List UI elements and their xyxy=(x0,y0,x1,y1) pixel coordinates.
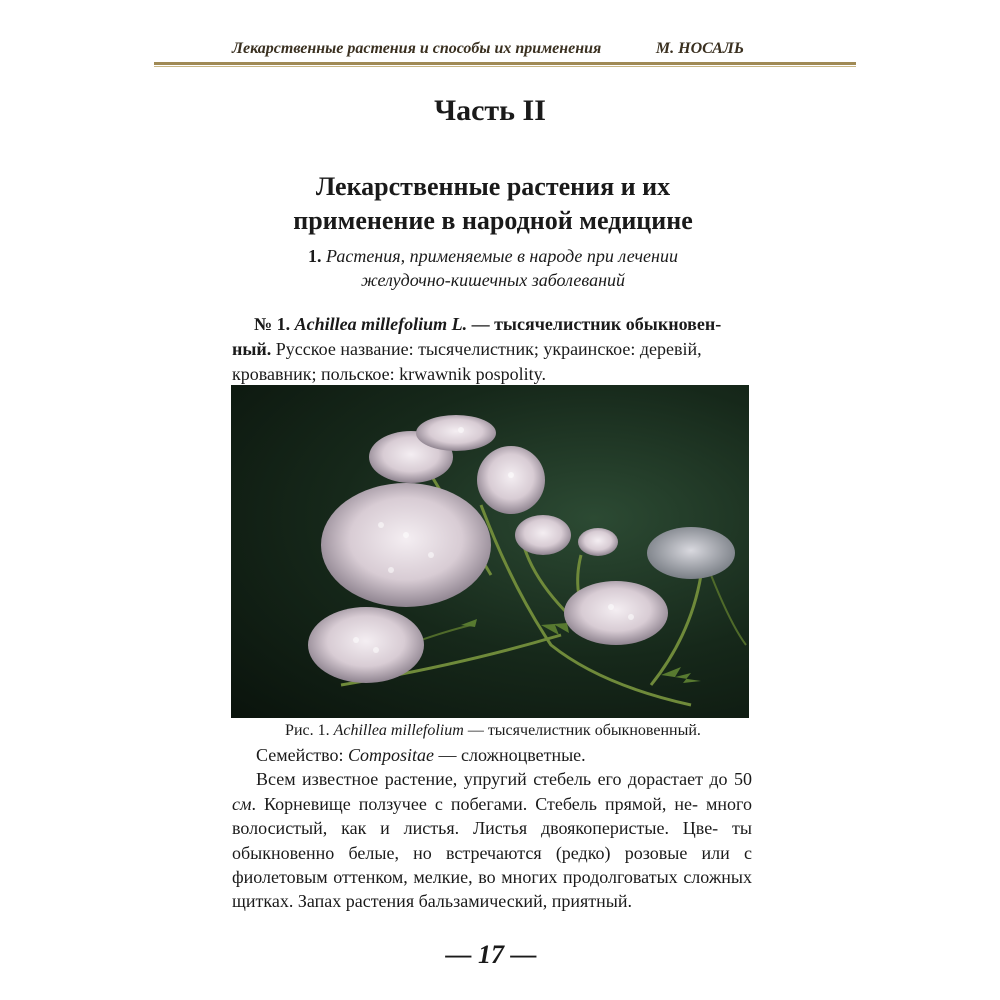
description-line-5: с фиолетовым оттенком, мелкие, во многих продолговатых xyxy=(232,842,752,888)
page-number: — 17 — xyxy=(445,940,537,969)
section-heading xyxy=(0,244,986,292)
part-title: Часть II xyxy=(434,94,546,127)
running-header-title: Лекарственные растения и способы их применения xyxy=(232,40,602,57)
caption-prefix: Рис. 1. xyxy=(285,722,330,739)
description-line-2: . Корневище ползучее с побегами. Стебель прямой, не- xyxy=(251,793,699,814)
family-line xyxy=(232,743,752,767)
chapter-title-line-2: применение в народной медицине xyxy=(293,206,693,235)
figure-caption xyxy=(0,722,986,740)
description-height-unit: см xyxy=(232,793,252,814)
family-label: Семейство: xyxy=(256,745,344,765)
header-rule-thin xyxy=(154,66,856,67)
entry-names-line-2: кровавник; польское: krwawnik pospolity. xyxy=(232,364,546,384)
description-height-value: 50 xyxy=(734,769,752,790)
entry-latin-name: Achillea millefolium L. xyxy=(294,314,468,334)
caption-latin: Achillea millefolium xyxy=(333,722,464,739)
chapter-title-line-1: Лекарственные растения и их xyxy=(315,172,671,201)
entry-number: № 1. xyxy=(254,314,291,334)
section-heading-line-1: Растения, применяемые в народе при лечении xyxy=(326,246,678,266)
description-line-1: Всем известное растение, упругий стебель его дорастает до xyxy=(256,769,728,790)
caption-rest: — тысячелистник обыкновенный. xyxy=(467,722,701,739)
family-rest: — сложноцветные. xyxy=(438,745,586,765)
description-line-3: много волосистый, как и листья. Листья двоякоперистые. Цве- xyxy=(232,793,752,839)
entry-names-line-1: Русское название: тысячелистник; украинское: деревій, xyxy=(275,339,702,359)
body-text xyxy=(232,743,752,914)
running-header-author: М. НОСАЛЬ xyxy=(655,40,744,57)
entry-common-name-cont: ный. xyxy=(232,339,272,359)
description-line-6: сложных щитках. Запах растения бальзамический, приятный. xyxy=(232,867,752,912)
section-number: 1. xyxy=(308,246,322,266)
yarrow-photo xyxy=(231,385,749,718)
plant-entry xyxy=(232,312,752,387)
entry-common-name: — тысячелистник обыкновен- xyxy=(471,314,722,334)
running-header xyxy=(154,38,856,62)
chapter-title xyxy=(0,170,986,238)
header-rule xyxy=(154,62,856,65)
family-latin: Compositae xyxy=(347,745,434,765)
description-line-4: ты обыкновенно белые, но встречаются (редко) розовые или xyxy=(232,818,752,863)
description-paragraph xyxy=(232,767,752,913)
section-heading-line-2: желудочно-кишечных заболеваний xyxy=(361,270,625,290)
yarrow-illustration xyxy=(231,385,749,718)
